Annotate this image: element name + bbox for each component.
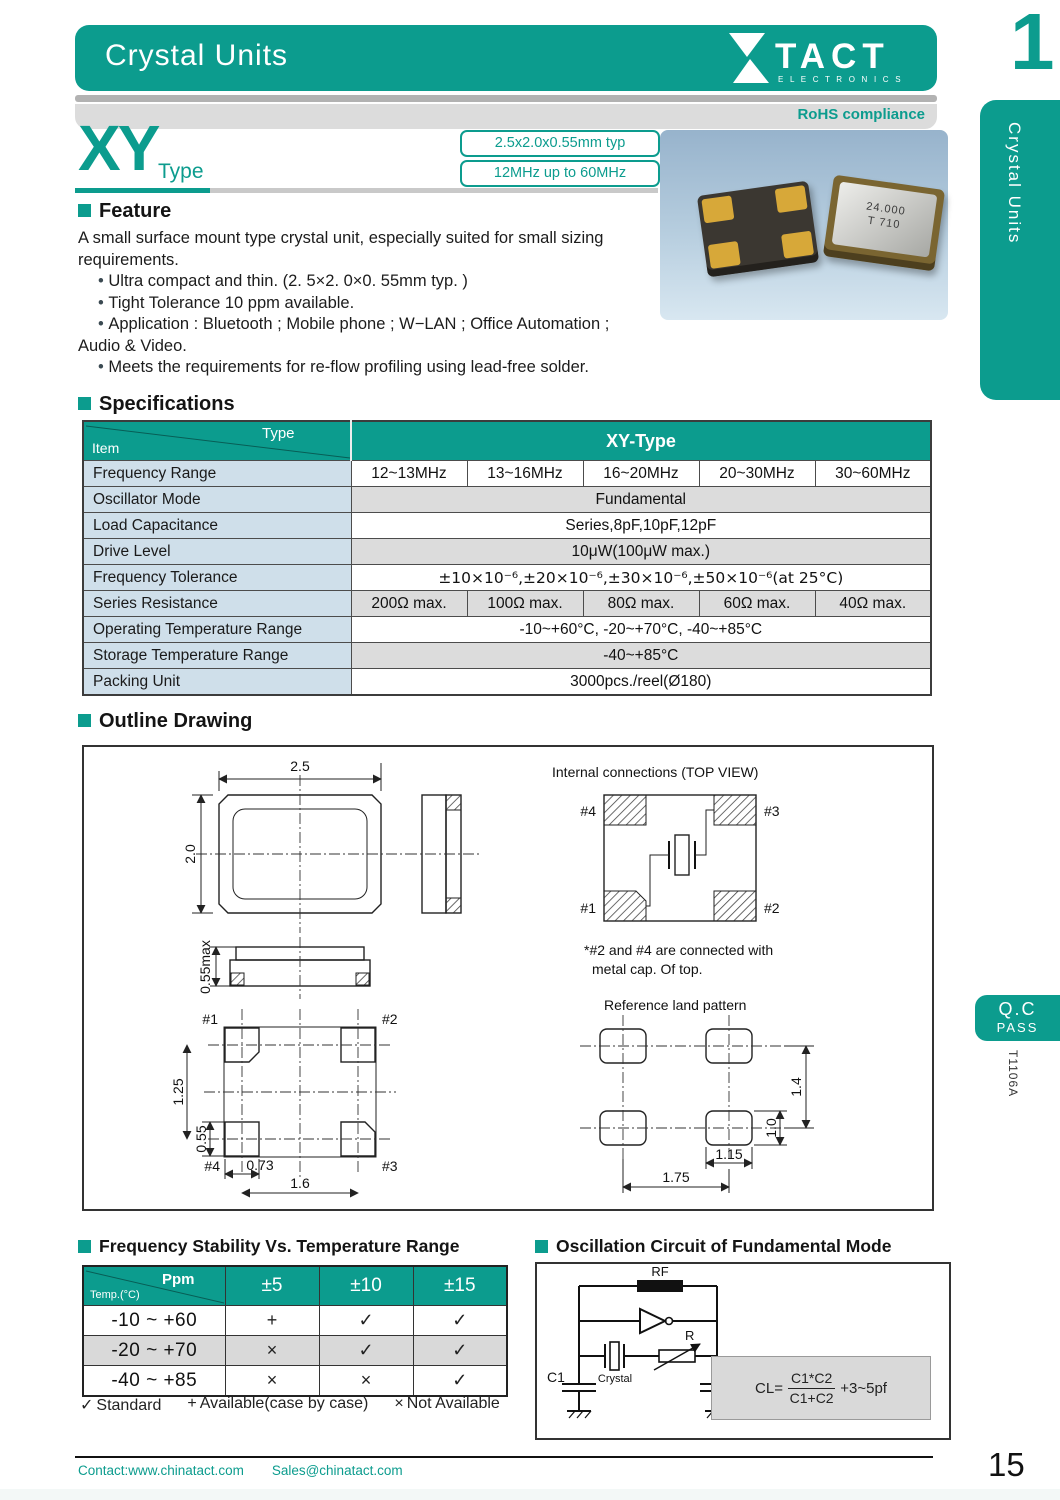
- svg-text:#3: #3: [764, 803, 780, 819]
- specifications-table: [82, 420, 932, 696]
- spec-cell: 20~30MHz: [699, 461, 815, 487]
- svg-text:1.15: 1.15: [715, 1146, 743, 1162]
- title-underline: [210, 188, 658, 193]
- spec-cell: 80Ω max.: [583, 591, 699, 617]
- outline-drawing-box: [82, 745, 934, 1211]
- svg-text:*#2 and #4 are connected with: *#2 and #4 are connected with: [584, 942, 774, 958]
- feature-bullet: • Tight Tolerance 10 ppm available.: [78, 293, 638, 315]
- stability-cell: ✓: [413, 1336, 507, 1366]
- feature-heading: Feature: [99, 200, 172, 222]
- svg-text:C1: C1: [547, 1369, 565, 1385]
- legend-label: Not Available: [406, 1395, 500, 1412]
- stability-row: [83, 1366, 507, 1397]
- spec-cell: 60Ω max.: [699, 591, 815, 617]
- stability-legend: [80, 1395, 500, 1415]
- side-view-drawing: [406, 795, 480, 913]
- logo-subtitle: E L E C T R O N I C S: [778, 75, 903, 84]
- svg-text:R: R: [685, 1328, 695, 1343]
- stability-cell: ✓: [319, 1336, 413, 1366]
- stability-cell: ✓: [413, 1306, 507, 1336]
- spec-cell: 40Ω max.: [815, 591, 931, 617]
- bottom-view-drawing: [170, 1009, 398, 1193]
- stability-cell: ×: [225, 1366, 319, 1397]
- outline-section-heading: [78, 710, 252, 733]
- chip-marking-line2: T 710: [866, 214, 902, 232]
- feature-body: [78, 228, 638, 379]
- spec-corner-cell: [83, 421, 351, 461]
- contact-email: Sales@chinatact.com: [271, 1463, 403, 1478]
- product-type-suffix: Type: [158, 160, 204, 183]
- spec-header-row: [83, 421, 931, 461]
- formula-fraction: [788, 1369, 835, 1407]
- feature-intro: A small surface mount type crystal unit, especially suited for small sizing requirements.: [78, 229, 604, 269]
- spec-cell: 100Ω max.: [467, 591, 583, 617]
- legend-symbol: ✓: [80, 1397, 94, 1414]
- spec-cell: -40~+85°C: [351, 643, 931, 669]
- spec-cell: ±10×10⁻⁶,±20×10⁻⁶,±30×10⁻⁶,±50×10⁻⁶(at 25°C): [351, 565, 931, 591]
- product-photo: [660, 130, 948, 320]
- circuit-section-heading: [535, 1236, 891, 1257]
- formula-denominator: C1+C2: [789, 1390, 834, 1406]
- chip-metal-lid: [832, 182, 938, 258]
- svg-text:#4: #4: [204, 1158, 220, 1174]
- spec-corner-item: Item: [92, 440, 120, 456]
- page-title: Crystal Units: [105, 39, 289, 72]
- svg-text:#2: #2: [764, 900, 780, 916]
- top-view-drawing: [182, 758, 406, 933]
- stability-row: [83, 1336, 507, 1366]
- stability-col-header: ±5: [225, 1266, 319, 1306]
- stability-temp-label: -10 ~ +60: [83, 1306, 225, 1336]
- spec-cell: 3000pcs./reel(Ø180): [351, 669, 931, 696]
- rohs-divider: [75, 95, 937, 102]
- svg-text:#2: #2: [382, 1011, 398, 1027]
- tact-logo: [723, 32, 923, 84]
- spec-row-label: Oscillator Mode: [83, 487, 351, 513]
- svg-text:0.55: 0.55: [193, 1125, 209, 1153]
- load-capacitance-formula: [711, 1356, 931, 1420]
- front-view-drawing: [197, 937, 370, 999]
- feature-bullet: • Meets the requirements for re-flow profiling using lead-free solder.: [78, 357, 638, 379]
- chip-marking-line1: 24.000: [865, 200, 907, 218]
- crystal-chip-bottom-view: [697, 181, 819, 278]
- formula-numerator: C1*C2: [788, 1369, 835, 1389]
- chip-pad: [775, 185, 808, 213]
- legend-item: [187, 1395, 368, 1415]
- section-bullet-square: [78, 204, 91, 217]
- spec-row: [83, 461, 931, 487]
- sidebar-tab-crystal-units: [980, 100, 1060, 400]
- rohs-bar: [75, 104, 937, 129]
- feature-bullet: • Application : Bluetooth ; Mobile phone ; W−LAN ; Office Automation ; Audio & Video.: [78, 314, 638, 357]
- stability-temp-label: -20 ~ +70: [83, 1336, 225, 1366]
- spec-row: [83, 669, 931, 696]
- footer-contact: [78, 1463, 403, 1478]
- spec-row: [83, 643, 931, 669]
- svg-text:#1: #1: [580, 900, 596, 916]
- formula-tail: +3~5pf: [840, 1379, 887, 1397]
- logo-word: TACT: [775, 37, 890, 76]
- product-type-code: XY: [78, 112, 158, 184]
- svg-text:1.25: 1.25: [170, 1078, 186, 1106]
- rohs-label: RoHS compliance: [797, 106, 925, 123]
- svg-text:0.73: 0.73: [246, 1157, 274, 1173]
- stability-cell: ×: [225, 1336, 319, 1366]
- chip-pad: [701, 195, 734, 223]
- land-pattern-drawing: [580, 997, 814, 1193]
- svg-text:Crystal: Crystal: [597, 1373, 633, 1385]
- size-badge: 2.5x2.0x0.55mm typ: [460, 130, 660, 157]
- qc-pass-badge: [975, 995, 1060, 1041]
- spec-row-label: Storage Temperature Range: [83, 643, 351, 669]
- stability-row: [83, 1306, 507, 1336]
- spec-cell: 30~60MHz: [815, 461, 931, 487]
- section-bullet-square: [78, 714, 91, 727]
- spec-row-label: Packing Unit: [83, 669, 351, 696]
- chapter-number: 1: [1010, 0, 1055, 86]
- spec-row-label: Frequency Range: [83, 461, 351, 487]
- stability-corner-temp: Temp.(°C): [90, 1289, 140, 1301]
- feature-section-heading: [78, 200, 171, 223]
- stability-col-header: ±10: [319, 1266, 413, 1306]
- document-code: T1106A: [1006, 1050, 1020, 1098]
- spec-corner-type: Type: [262, 425, 295, 442]
- stability-cell: ✓: [413, 1366, 507, 1397]
- spec-row-label: Frequency Tolerance: [83, 565, 351, 591]
- specifications-section-heading: [78, 393, 235, 416]
- spec-row-label: Load Capacitance: [83, 513, 351, 539]
- outline-drawing-svg: [84, 747, 930, 1205]
- legend-label: Standard: [96, 1397, 162, 1414]
- spec-cell: 12~13MHz: [351, 461, 467, 487]
- stability-cell: +: [225, 1306, 319, 1336]
- svg-text:1.75: 1.75: [662, 1169, 690, 1185]
- stability-corner-ppm: Ppm: [162, 1271, 195, 1288]
- bottom-strip: [0, 1489, 1060, 1500]
- section-bullet-square: [78, 397, 91, 410]
- chip-pad: [708, 241, 741, 269]
- chip-pad: [781, 231, 814, 259]
- footer-divider: [75, 1456, 933, 1458]
- svg-text:2.5: 2.5: [290, 758, 310, 774]
- spec-row: [83, 591, 931, 617]
- stability-table: [82, 1265, 508, 1397]
- svg-text:2.0: 2.0: [182, 844, 198, 864]
- spec-row-label: Series Resistance: [83, 591, 351, 617]
- stability-heading: Frequency Stability Vs. Temperature Range: [99, 1236, 460, 1256]
- svg-text:1.6: 1.6: [290, 1175, 310, 1191]
- legend-item: [394, 1395, 499, 1415]
- svg-text:#3: #3: [382, 1158, 398, 1174]
- stability-header-row: [83, 1266, 507, 1306]
- contact-url: Contact:www.chinatact.com: [78, 1463, 244, 1478]
- spec-row-label: Operating Temperature Range: [83, 617, 351, 643]
- svg-text:1.0: 1.0: [763, 1118, 779, 1138]
- stability-temp-label: -40 ~ +85: [83, 1366, 225, 1397]
- spec-group-header: XY-Type: [351, 421, 931, 461]
- outline-heading: Outline Drawing: [99, 710, 253, 732]
- svg-text:#4: #4: [580, 803, 596, 819]
- svg-text:1.4: 1.4: [788, 1077, 804, 1097]
- spec-row: [83, 565, 931, 591]
- header-banner: [75, 25, 937, 91]
- svg-text:metal cap. Of top.: metal cap. Of top.: [592, 961, 703, 977]
- svg-text:#1: #1: [202, 1011, 218, 1027]
- feature-bullet: • Ultra compact and thin. (2. 5×2. 0×0. 55mm typ. ): [78, 271, 638, 293]
- oscillation-circuit-box: [535, 1262, 951, 1440]
- legend-symbol: ×: [394, 1395, 404, 1412]
- stability-col-header: ±15: [413, 1266, 507, 1306]
- spec-row: [83, 539, 931, 565]
- spec-cell: 13~16MHz: [467, 461, 583, 487]
- spec-cell: 10μW(100μW max.): [351, 539, 931, 565]
- spec-cell: 200Ω max.: [351, 591, 467, 617]
- svg-text:Reference land pattern: Reference land pattern: [604, 997, 747, 1013]
- stability-cell: ✓: [319, 1306, 413, 1336]
- qc-badge-line1: Q.C: [998, 999, 1037, 1019]
- stability-section-heading: [78, 1236, 459, 1257]
- sidebar-tab-label: Crystal Units: [1005, 122, 1024, 245]
- internal-connections-drawing: [552, 764, 780, 977]
- svg-text:0.55max: 0.55max: [197, 940, 213, 994]
- spec-row-label: Drive Level: [83, 539, 351, 565]
- title-underline-accent: [75, 188, 210, 193]
- section-bullet-square: [78, 1240, 91, 1253]
- svg-text:Internal connections (TOP VIEW: Internal connections (TOP VIEW): [552, 764, 759, 780]
- formula-lhs: CL=: [755, 1379, 783, 1397]
- stability-corner-cell: [83, 1266, 225, 1306]
- legend-item: [80, 1395, 161, 1415]
- crystal-chip-top-view: [823, 175, 945, 272]
- svg-text:RF: RF: [651, 1264, 669, 1279]
- qc-badge-line2: PASS: [996, 1020, 1039, 1035]
- frequency-badge: 12MHz up to 60MHz: [460, 160, 660, 187]
- spec-row: [83, 617, 931, 643]
- spec-cell: Series,8pF,10pF,12pF: [351, 513, 931, 539]
- stability-cell: ×: [319, 1366, 413, 1397]
- page-number: 15: [988, 1446, 1025, 1483]
- specifications-heading: Specifications: [99, 393, 235, 415]
- spec-row: [83, 487, 931, 513]
- section-bullet-square: [535, 1240, 548, 1253]
- spec-row: [83, 513, 931, 539]
- legend-symbol: +: [187, 1395, 197, 1412]
- spec-cell: Fundamental: [351, 487, 931, 513]
- spec-cell: -10~+60°C, -20~+70°C, -40~+85°C: [351, 617, 931, 643]
- spec-cell: 16~20MHz: [583, 461, 699, 487]
- legend-label: Available(case by case): [199, 1395, 369, 1412]
- circuit-heading: Oscillation Circuit of Fundamental Mode: [556, 1236, 892, 1256]
